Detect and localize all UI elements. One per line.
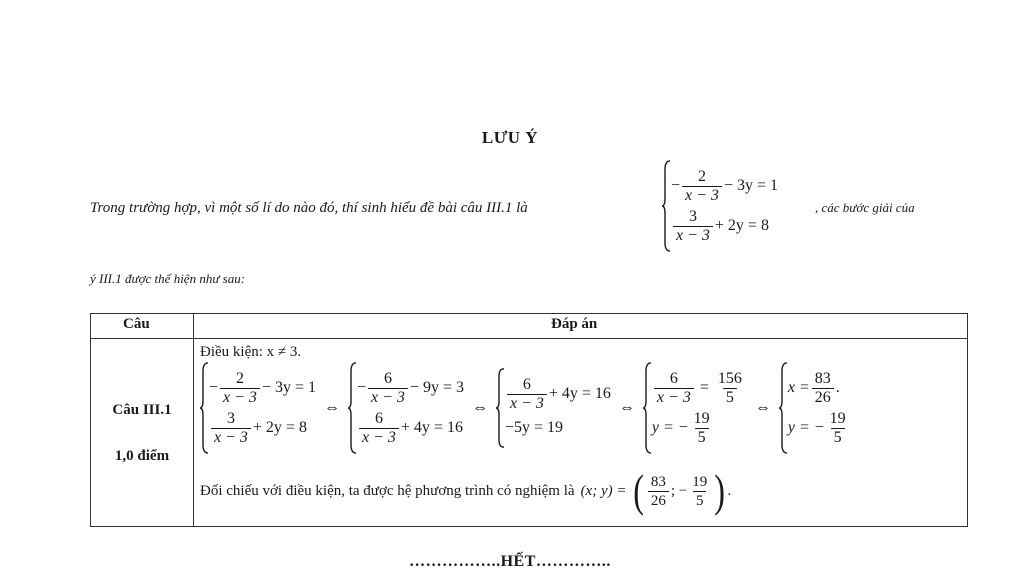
- condition-text: Điều kiện: x ≠ 3.: [200, 344, 302, 360]
- equivalence-icon: ⇔: [323, 399, 340, 416]
- end-marker: ……………..HẾT…………..: [409, 553, 611, 570]
- page-title: LƯU Ý: [481, 128, 539, 147]
- step-5: x = $\frac{83}{26}$ . y = − $\frac{19}{5}$: [779, 362, 851, 454]
- conclusion-text: Đối chiếu với điều kiện, ta được hệ phương trình có nghiệm là: [200, 482, 575, 499]
- equivalence-icon: ⇔: [754, 399, 771, 416]
- solution-pair-label: (x; y) =: [580, 482, 627, 499]
- brace-icon: [779, 362, 788, 454]
- question-label: Câu III.1: [112, 402, 172, 418]
- intro-tail: , các bước giải của: [815, 200, 915, 215]
- brace-icon: [496, 368, 505, 448]
- brace-icon: [200, 362, 209, 454]
- equivalence-icon: ⇔: [471, 399, 488, 416]
- points-label: 1,0 điểm: [114, 448, 170, 464]
- intro-line2: ý III.1 được thể hiện như sau:: [90, 271, 246, 286]
- equivalence-icon: ⇔: [618, 399, 635, 416]
- brace-icon: [643, 362, 652, 454]
- header-answer: Đáp án: [551, 316, 598, 332]
- column-divider: [193, 314, 194, 526]
- step-4: $\frac{6}{x - 3}$ = $\frac{156}{5}$ y = − $\frac{19}{5}$: [643, 362, 747, 454]
- intro-system: − $\frac{2}{x - 3}$ − 3y = 1 $\frac{3}{x - 3}$ + 2y = 8: [662, 160, 778, 252]
- table-header: [91, 314, 967, 339]
- brace-icon: [662, 160, 671, 252]
- intro-text: Trong trường hợp, vì một số lí do nào đó, thí sinh hiểu đề bài câu III.1 là: [90, 200, 528, 216]
- header-question: Câu: [123, 316, 150, 332]
- step-3: $\frac{6}{x - 3}$ + 4y = 16 −5y = 19: [496, 368, 611, 448]
- conclusion: [200, 465, 732, 516]
- step-1: − $\frac{2}{x - 3}$ − 3y = 1 $\frac{3}{x - 3}$ + 2y = 8: [200, 362, 316, 454]
- brace-icon: [348, 362, 357, 454]
- solution-chain: [200, 362, 851, 454]
- solution-value: ( $\frac{83}{26}$ ; − $\frac{19}{5}$ ) .: [632, 465, 732, 516]
- step-2: − $\frac{6}{x - 3}$ − 9y = 3 $\frac{6}{x - 3}$ + 4y = 16: [348, 362, 464, 454]
